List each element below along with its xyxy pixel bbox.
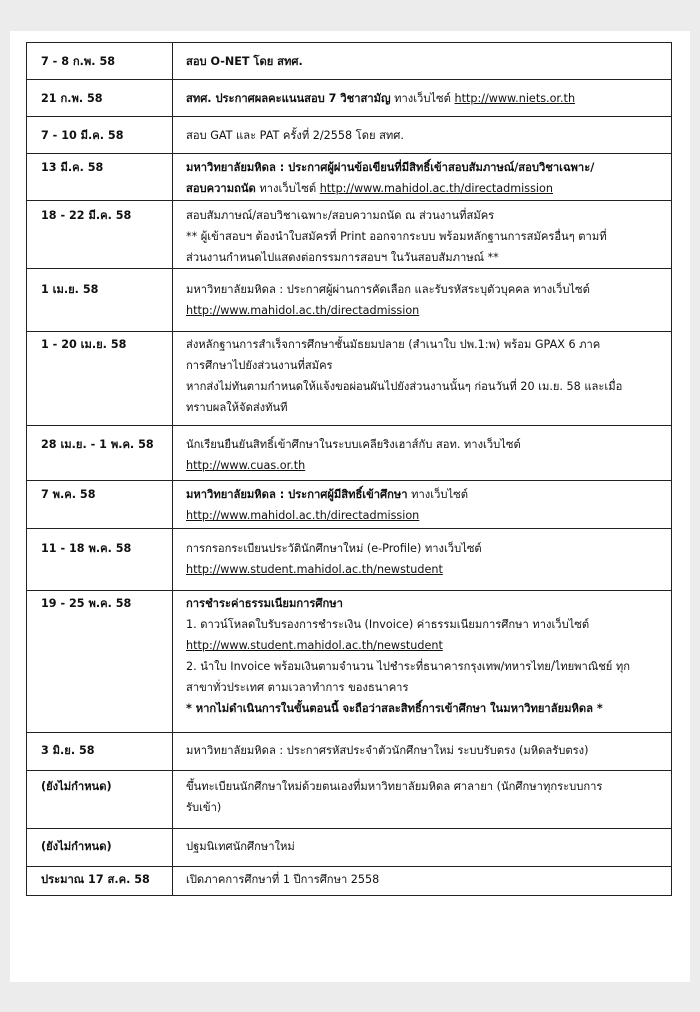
schedule-row xyxy=(27,591,672,733)
description-text: มหาวิทยาลัยมหิดล : ประกาศผู้ผ่านการคัดเลือก และรับรหัสระบุตัวบุคคล ทางเว็บไซต์ xyxy=(186,283,590,296)
schedule-date: 19 - 25 พ.ค. 58 xyxy=(27,591,173,733)
schedule-date: ประมาณ 17 ส.ค. 58 xyxy=(27,867,173,896)
website-link[interactable]: http://www.student.mahidol.ac.th/newstudent xyxy=(186,563,443,576)
schedule-date: 28 เม.ย. - 1 พ.ค. 58 xyxy=(27,426,173,481)
description-text: 1. ดาวน์โหลดใบรับรองการชำระเงิน (Invoice) ค่าธรรมเนียมการศึกษา ทางเว็บไซต์ xyxy=(186,618,590,631)
description-text: สอบสัมภาษณ์/สอบวิชาเฉพาะ/สอบความถนัด ณ ส่วนงานที่สมัคร xyxy=(186,209,495,222)
description-text: นักเรียนยืนยันสิทธิ์เข้าศึกษาในระบบเคลียริงเฮาส์กับ สอท. ทางเว็บไซต์ xyxy=(186,438,521,451)
admission-schedule-table xyxy=(26,42,672,896)
schedule-row xyxy=(27,332,672,426)
schedule-row xyxy=(27,43,672,80)
bold-text: สทศ. ประกาศผลคะแนนสอบ 7 วิชาสามัญ xyxy=(186,92,391,105)
schedule-description xyxy=(173,771,672,829)
description-line xyxy=(186,397,665,418)
description-line xyxy=(186,279,665,300)
website-link[interactable]: http://www.student.mahidol.ac.th/newstudent xyxy=(186,639,443,652)
description-line xyxy=(186,635,665,656)
schedule-date: (ยังไม่กำหนด) xyxy=(27,771,173,829)
schedule-description xyxy=(173,201,672,269)
schedule-row xyxy=(27,154,672,201)
description-text: การกรอกระเบียนประวัตินักศึกษาใหม่ (e-Profile) ทางเว็บไซต์ xyxy=(186,542,482,555)
schedule-row xyxy=(27,867,672,896)
bold-text: * หากไม่ดำเนินการในขั้นตอนนี้ จะถือว่าสละสิทธิ์การเข้าศึกษา ในมหาวิทยาลัยมหิดล * xyxy=(186,702,603,715)
description-line xyxy=(186,698,665,719)
description-line xyxy=(186,376,665,397)
schedule-row xyxy=(27,269,672,332)
description-line xyxy=(186,355,665,376)
schedule-description xyxy=(173,481,672,529)
description-line xyxy=(186,559,665,580)
description-line xyxy=(186,226,665,247)
description-line xyxy=(186,505,665,526)
description-line xyxy=(186,677,665,698)
bold-text: สอบ O-NET โดย สทศ. xyxy=(186,55,303,68)
schedule-description xyxy=(173,591,672,733)
description-text: หากส่งไม่ทันตามกำหนดให้แจ้งขอผ่อนผันไปยังส่วนงานนั้นๆ ก่อนวันที่ 20 เม.ย. 58 และเมื่อ xyxy=(186,380,623,393)
description-line xyxy=(186,178,665,199)
description-text: ส่งหลักฐานการสำเร็จการศึกษาชั้นมัธยมปลาย (สำเนาใบ ปพ.1:พ) พร้อม GPAX 6 ภาค xyxy=(186,338,601,351)
description-line xyxy=(186,205,665,226)
schedule-description xyxy=(173,43,672,80)
description-text: ทางเว็บไซต์ xyxy=(407,488,468,501)
schedule-date: 11 - 18 พ.ค. 58 xyxy=(27,529,173,591)
schedule-description xyxy=(173,117,672,154)
schedule-description xyxy=(173,733,672,771)
description-text: ขึ้นทะเบียนนักศึกษาใหม่ด้วยตนเองที่มหาวิทยาลัยมหิดล ศาลายา (นักศึกษาทุกระบบการ xyxy=(186,780,603,793)
schedule-date: 18 - 22 มี.ค. 58 xyxy=(27,201,173,269)
description-line xyxy=(186,797,665,818)
schedule-description xyxy=(173,154,672,201)
description-line xyxy=(186,740,665,761)
schedule-date: 13 มี.ค. 58 xyxy=(27,154,173,201)
description-line xyxy=(186,51,665,72)
schedule-description xyxy=(173,829,672,867)
schedule-row xyxy=(27,80,672,117)
schedule-date: 7 - 10 มี.ค. 58 xyxy=(27,117,173,154)
schedule-date: 3 มิ.ย. 58 xyxy=(27,733,173,771)
schedule-date: 21 ก.พ. 58 xyxy=(27,80,173,117)
schedule-row xyxy=(27,529,672,591)
description-line xyxy=(186,455,665,476)
schedule-date: 1 - 20 เม.ย. 58 xyxy=(27,332,173,426)
description-text: ปฐมนิเทศนักศึกษาใหม่ xyxy=(186,840,295,853)
description-text: รับเข้า) xyxy=(186,801,222,814)
schedule-date: (ยังไม่กำหนด) xyxy=(27,829,173,867)
description-line xyxy=(186,334,665,355)
description-line xyxy=(186,157,665,178)
website-link[interactable]: http://www.mahidol.ac.th/directadmission xyxy=(319,182,553,195)
schedule-date: 1 เม.ย. 58 xyxy=(27,269,173,332)
description-line xyxy=(186,869,665,890)
schedule-row xyxy=(27,201,672,269)
description-line xyxy=(186,434,665,455)
description-line xyxy=(186,614,665,635)
website-link[interactable]: http://www.mahidol.ac.th/directadmission xyxy=(186,304,420,317)
description-text: การศึกษาไปยังส่วนงานที่สมัคร xyxy=(186,359,333,372)
bold-text: สอบความถนัด xyxy=(186,182,256,195)
website-link[interactable]: http://www.cuas.or.th xyxy=(186,459,306,472)
schedule-description xyxy=(173,332,672,426)
website-link[interactable]: http://www.mahidol.ac.th/directadmission xyxy=(186,509,420,522)
schedule-row xyxy=(27,771,672,829)
description-text: เปิดภาคการศึกษาที่ 1 ปีการศึกษา 2558 xyxy=(186,873,380,886)
description-line xyxy=(186,300,665,321)
schedule-description xyxy=(173,269,672,332)
schedule-description xyxy=(173,426,672,481)
schedule-row xyxy=(27,829,672,867)
schedule-date: 7 พ.ค. 58 xyxy=(27,481,173,529)
description-line xyxy=(186,656,665,677)
bold-text: มหาวิทยาลัยมหิดล : ประกาศผู้มีสิทธิ์เข้าศึกษา xyxy=(186,488,408,501)
description-text: ทางเว็บไซต์ xyxy=(390,92,455,105)
schedule-row xyxy=(27,733,672,771)
bold-text: การชำระค่าธรรมเนียมการศึกษา xyxy=(186,597,343,610)
description-text: สอบ GAT และ PAT ครั้งที่ 2/2558 โดย สทศ. xyxy=(186,129,404,142)
description-text: มหาวิทยาลัยมหิดล : ประกาศรหัสประจำตัวนักศึกษาใหม่ ระบบรับตรง (มหิดลรับตรง) xyxy=(186,744,589,757)
description-line xyxy=(186,125,665,146)
website-link[interactable]: http://www.niets.or.th xyxy=(454,92,576,105)
description-line xyxy=(186,836,665,857)
description-line xyxy=(186,484,665,505)
schedule-row xyxy=(27,426,672,481)
schedule-row xyxy=(27,117,672,154)
description-text: 2. นำใบ Invoice พร้อมเงินตามจำนวน ไปชำระที่ธนาคารกรุงเทพ/ทหารไทย/ไทยพาณิชย์ ทุก xyxy=(186,660,631,673)
description-text: ส่วนงานกำหนดไปแสดงต่อกรรมการสอบฯ ในวันสอบสัมภาษณ์ ** xyxy=(186,251,499,264)
schedule-body xyxy=(27,43,672,896)
schedule-date: 7 - 8 ก.พ. 58 xyxy=(27,43,173,80)
description-line xyxy=(186,88,665,109)
description-line xyxy=(186,776,665,797)
description-text: ทางเว็บไซต์ xyxy=(255,182,320,195)
schedule-description xyxy=(173,529,672,591)
description-line xyxy=(186,538,665,559)
schedule-description xyxy=(173,867,672,896)
description-line xyxy=(186,593,665,614)
document-page xyxy=(10,31,690,982)
schedule-row xyxy=(27,481,672,529)
bold-text: มหาวิทยาลัยมหิดล : ประกาศผู้ผ่านข้อเขียนที่มีสิทธิ์เข้าสอบสัมภาษณ์/สอบวิชาเฉพาะ/ xyxy=(186,161,595,174)
description-text: สาขาทั่วประเทศ ตามเวลาทำการ ของธนาคาร xyxy=(186,681,409,694)
description-text: ** ผู้เข้าสอบฯ ต้องนำใบสมัครที่ Print ออกจากระบบ พร้อมหลักฐานการสมัครอื่นๆ ตามที่ xyxy=(186,230,607,243)
schedule-description xyxy=(173,80,672,117)
description-line xyxy=(186,247,665,268)
description-text: ทราบผลให้จัดส่งทันที xyxy=(186,401,288,414)
